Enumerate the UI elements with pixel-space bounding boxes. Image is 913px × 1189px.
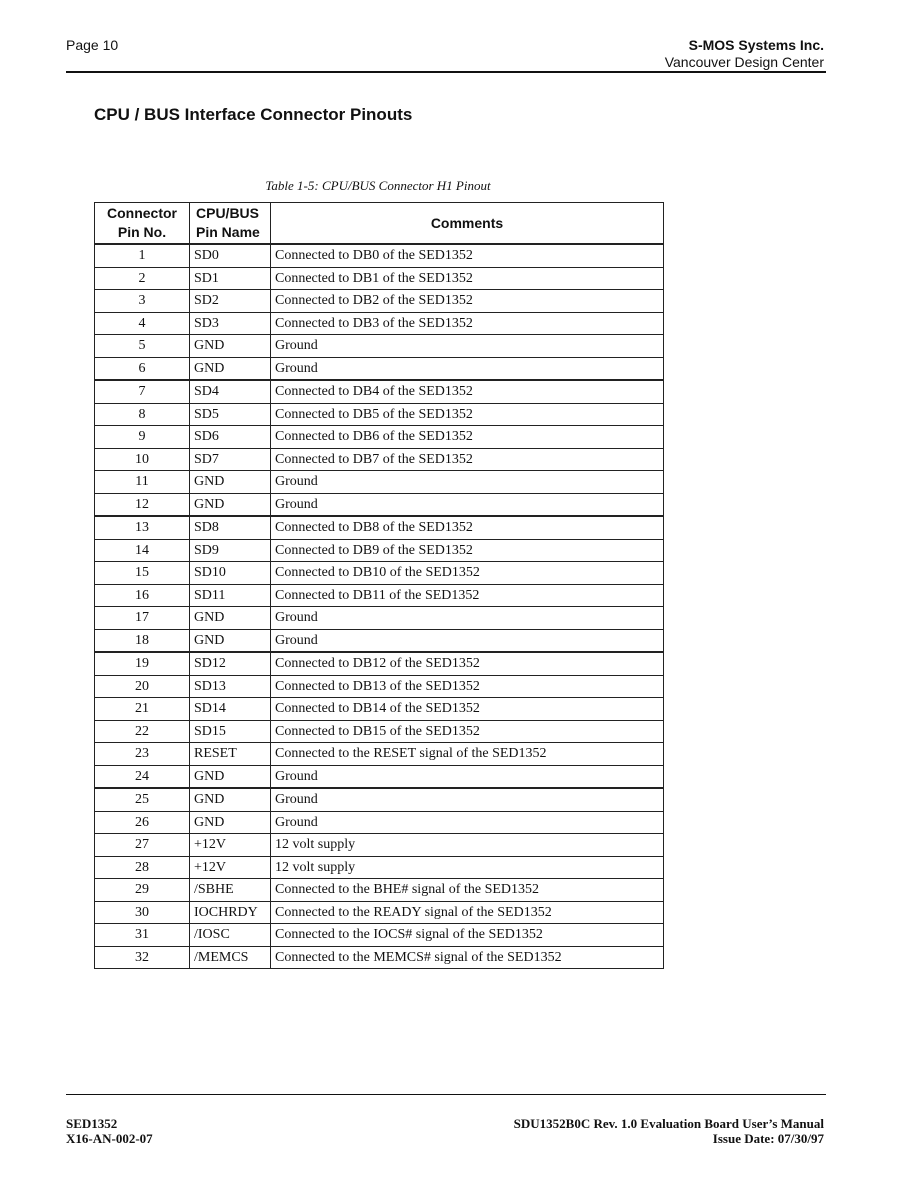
table-row [95,312,664,335]
table-row [95,652,664,675]
comment-cell: Connected to the RESET signal of the SED1352 [271,743,664,766]
comment-cell: Connected to DB1 of the SED1352 [271,267,664,290]
table-row [95,584,664,607]
pinout-table [94,202,664,969]
table-row [95,516,664,539]
header-pin-name-line2: Pin Name [196,224,260,240]
pin-number-cell: 6 [95,357,190,380]
header-pin-no-line2: Pin No. [117,224,167,240]
pin-number-cell: 27 [95,834,190,857]
comment-cell: Ground [271,357,664,380]
comment-cell: Connected to the IOCS# signal of the SED1352 [271,924,664,947]
pin-number-cell: 16 [95,584,190,607]
pin-name-cell: GND [190,607,271,630]
table-row [95,539,664,562]
table-row [95,471,664,494]
table-row [95,788,664,811]
table-row [95,811,664,834]
table-row [95,720,664,743]
pin-name-cell: SD13 [190,675,271,698]
table-row [95,562,664,585]
pin-number-cell: 24 [95,765,190,788]
footer-manual-title: SDU1352B0C Rev. 1.0 Evaluation Board User’s Manual [513,1116,824,1131]
comment-cell: Connected to DB13 of the SED1352 [271,675,664,698]
pin-number-cell: 21 [95,698,190,721]
pin-name-cell: SD1 [190,267,271,290]
header-pin-name-line1: CPU/BUS [196,205,260,221]
table-row [95,879,664,902]
comment-cell: Connected to DB7 of the SED1352 [271,448,664,471]
pin-number-cell: 19 [95,652,190,675]
table-row [95,946,664,969]
pin-number-cell: 13 [95,516,190,539]
comment-cell: Connected to DB0 of the SED1352 [271,244,664,267]
comment-cell: Connected to DB6 of the SED1352 [271,426,664,449]
pin-name-cell: IOCHRDY [190,901,271,924]
comment-cell: Ground [271,471,664,494]
comment-cell: Ground [271,788,664,811]
pin-name-cell: /SBHE [190,879,271,902]
pin-number-cell: 12 [95,493,190,516]
header-pin-name [190,203,271,245]
comment-cell: 12 volt supply [271,856,664,879]
pin-name-cell: SD9 [190,539,271,562]
pin-name-cell: SD5 [190,403,271,426]
pin-name-cell: SD7 [190,448,271,471]
pin-number-cell: 15 [95,562,190,585]
pin-number-cell: 29 [95,879,190,902]
pin-number-cell: 32 [95,946,190,969]
header-pin-no-line1: Connector [107,205,177,221]
comment-cell: Connected to DB9 of the SED1352 [271,539,664,562]
pin-number-cell: 18 [95,629,190,652]
table-row [95,675,664,698]
table-row [95,335,664,358]
pin-name-cell: SD6 [190,426,271,449]
pin-name-cell: RESET [190,743,271,766]
pin-number-cell: 10 [95,448,190,471]
table-row [95,290,664,313]
table-row [95,901,664,924]
pin-number-cell: 8 [95,403,190,426]
pin-name-cell: SD12 [190,652,271,675]
pin-name-cell: SD11 [190,584,271,607]
table-row [95,493,664,516]
pin-number-cell: 1 [95,244,190,267]
pinout-table-body [95,244,664,969]
pin-number-cell: 22 [95,720,190,743]
table-row [95,380,664,403]
division-name: Vancouver Design Center [664,54,824,70]
pin-name-cell: /IOSC [190,924,271,947]
header-comments: Comments [271,203,664,245]
table-row [95,743,664,766]
comment-cell: Ground [271,335,664,358]
table-row [95,924,664,947]
table-row [95,834,664,857]
table-row [95,856,664,879]
pin-number-cell: 28 [95,856,190,879]
pin-name-cell: SD15 [190,720,271,743]
pin-number-cell: 7 [95,380,190,403]
comment-cell: Ground [271,607,664,630]
pin-name-cell: GND [190,788,271,811]
table-row [95,267,664,290]
pin-name-cell: SD10 [190,562,271,585]
pin-name-cell: GND [190,471,271,494]
comment-cell: Connected to the MEMCS# signal of the SED1352 [271,946,664,969]
table-caption: Table 1-5: CPU/BUS Connector H1 Pinout [265,178,491,193]
header-divider [66,71,826,73]
pin-number-cell: 9 [95,426,190,449]
footer-divider [66,1094,826,1095]
pin-name-cell: +12V [190,856,271,879]
pin-number-cell: 17 [95,607,190,630]
footer-product: SED1352 [66,1116,118,1131]
comment-cell: Connected to DB12 of the SED1352 [271,652,664,675]
table-row [95,607,664,630]
pin-name-cell: SD0 [190,244,271,267]
comment-cell: Connected to DB8 of the SED1352 [271,516,664,539]
comment-cell: 12 volt supply [271,834,664,857]
pin-name-cell: SD14 [190,698,271,721]
pin-name-cell: GND [190,765,271,788]
pin-name-cell: GND [190,335,271,358]
table-row [95,426,664,449]
pin-number-cell: 11 [95,471,190,494]
pin-name-cell: SD8 [190,516,271,539]
table-row [95,765,664,788]
pin-name-cell: SD2 [190,290,271,313]
pin-number-cell: 14 [95,539,190,562]
comment-cell: Connected to DB15 of the SED1352 [271,720,664,743]
footer-issue-date: Issue Date: 07/30/97 [712,1131,824,1146]
header-pin-no [95,203,190,245]
comment-cell: Ground [271,629,664,652]
pin-number-cell: 25 [95,788,190,811]
company-name: S-MOS Systems Inc. [688,37,824,53]
table-row [95,698,664,721]
pin-name-cell: GND [190,357,271,380]
comment-cell: Connected to DB3 of the SED1352 [271,312,664,335]
pin-name-cell: SD3 [190,312,271,335]
section-title: CPU / BUS Interface Connector Pinouts [94,105,413,124]
pin-name-cell: +12V [190,834,271,857]
footer-document-number: X16-AN-002-07 [66,1131,153,1146]
pin-name-cell: GND [190,811,271,834]
comment-cell: Connected to DB5 of the SED1352 [271,403,664,426]
comment-cell: Ground [271,493,664,516]
pin-number-cell: 23 [95,743,190,766]
pin-number-cell: 2 [95,267,190,290]
comment-cell: Ground [271,811,664,834]
table-row [95,357,664,380]
comment-cell: Connected to DB11 of the SED1352 [271,584,664,607]
pin-name-cell: SD4 [190,380,271,403]
comment-cell: Connected to DB10 of the SED1352 [271,562,664,585]
table-row [95,448,664,471]
comment-cell: Connected to the BHE# signal of the SED1352 [271,879,664,902]
pin-name-cell: GND [190,629,271,652]
pin-number-cell: 30 [95,901,190,924]
pin-number-cell: 3 [95,290,190,313]
pin-number-cell: 4 [95,312,190,335]
pin-number-cell: 26 [95,811,190,834]
table-row [95,403,664,426]
pin-number-cell: 31 [95,924,190,947]
pin-number-cell: 20 [95,675,190,698]
table-row [95,244,664,267]
comment-cell: Connected to DB2 of the SED1352 [271,290,664,313]
pin-number-cell: 5 [95,335,190,358]
pin-name-cell: /MEMCS [190,946,271,969]
comment-cell: Connected to DB4 of the SED1352 [271,380,664,403]
page-number: Page 10 [66,37,119,53]
comment-cell: Connected to the READY signal of the SED1352 [271,901,664,924]
comment-cell: Connected to DB14 of the SED1352 [271,698,664,721]
table-header-row [95,203,664,245]
table-row [95,629,664,652]
comment-cell: Ground [271,765,664,788]
pin-name-cell: GND [190,493,271,516]
